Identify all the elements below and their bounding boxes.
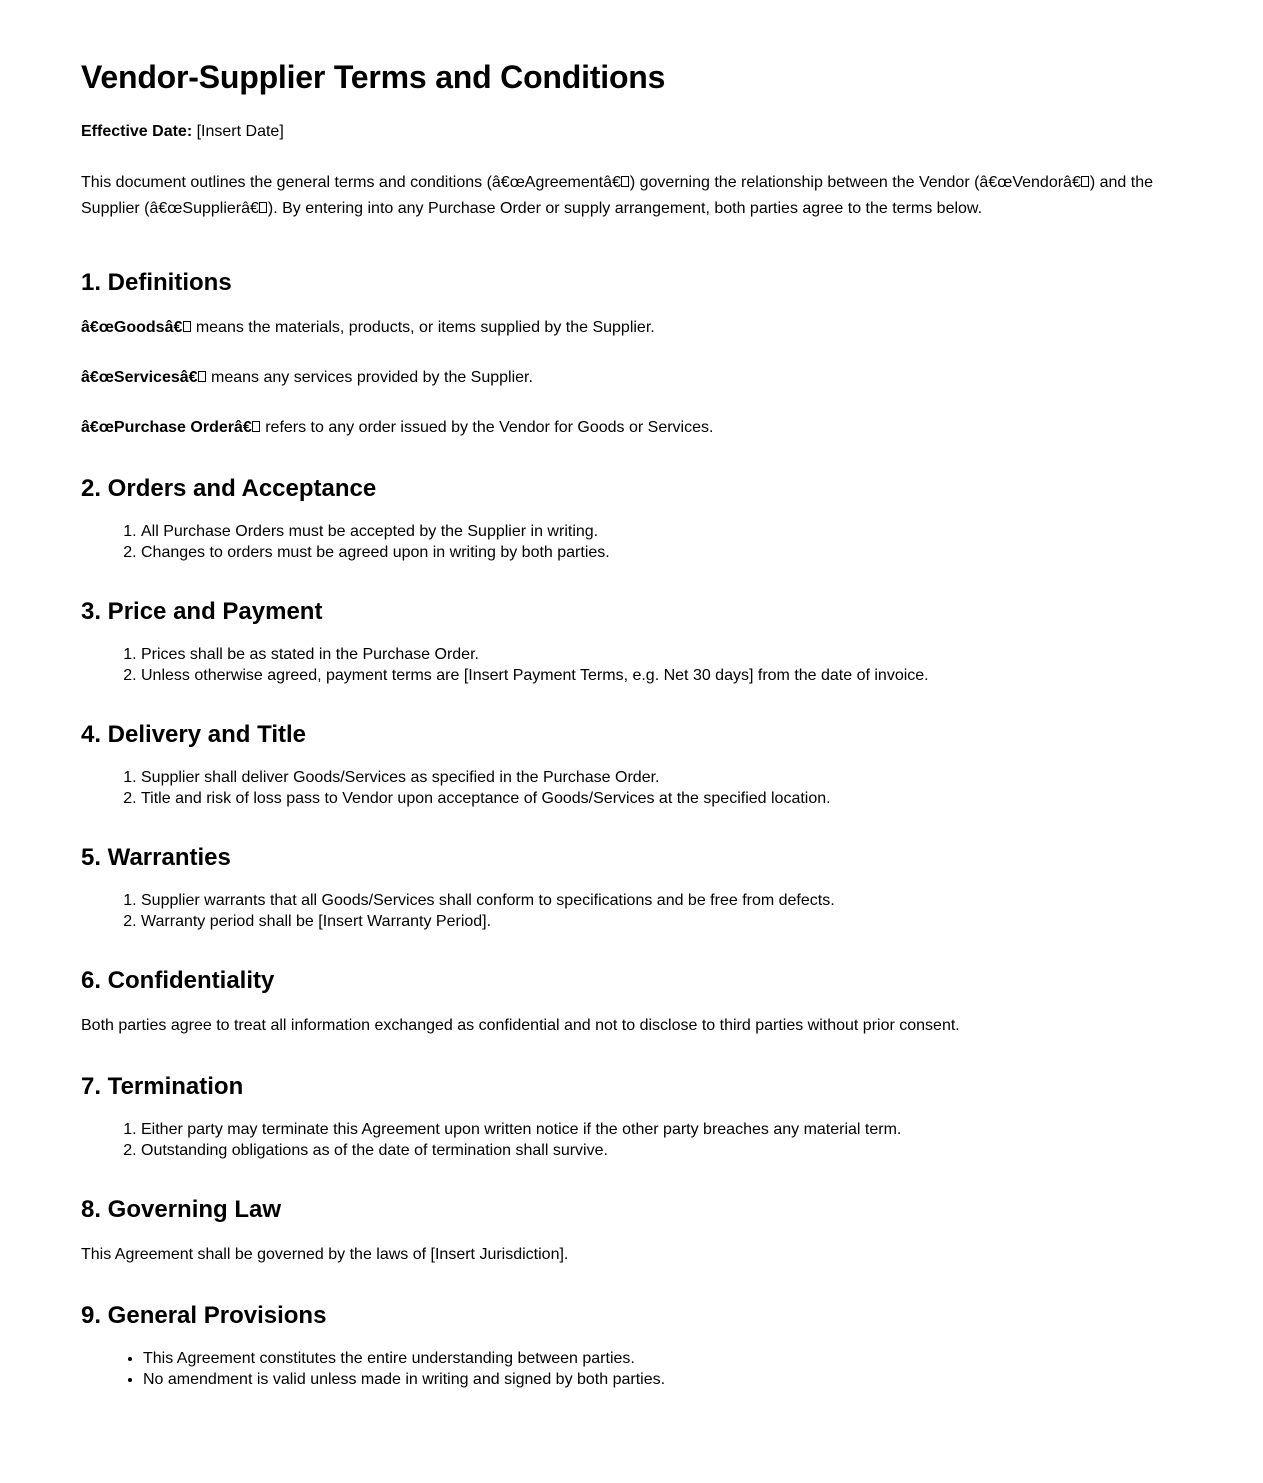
section-governing-law [81, 1195, 1191, 1267]
section-heading-warranties: 5. Warranties [81, 844, 231, 872]
section-warranties [81, 843, 1191, 932]
mojibake-open-glyph: â€œ [979, 174, 1013, 192]
mojibake-open-glyph: â€œ [81, 369, 114, 387]
list-item: • This Agreement constitutes the entire understanding between parties. [143, 1349, 1191, 1370]
mojibake-open-glyph: â€œ [81, 419, 114, 437]
section-heading-definitions: 1. Definitions [81, 269, 232, 297]
list-termination [81, 1120, 1191, 1161]
section-heading-orders-and-acceptance: 2. Orders and Acceptance [81, 475, 377, 503]
list-item: 1. All Purchase Orders must be accepted by the Supplier in writing. [141, 522, 1191, 543]
mojibake-close-glyph: â€ [241, 200, 259, 218]
list-price-and-payment [81, 645, 1191, 686]
intro-text-3: ) and the Supplier ( [81, 174, 1153, 218]
definition-term-purchase-order: Purchase Order [113, 419, 234, 437]
definition-text-goods: means the materials, products, or items supplied by the Supplier. [191, 319, 655, 337]
intro-text-4: ). By entering into any Purchase Order or supply arrangement, both parties agree to the terms below. [267, 200, 983, 218]
notdef-box-icon [621, 176, 629, 187]
section-delivery-and-title [81, 720, 1191, 809]
mojibake-quote-open-services [81, 369, 114, 386]
definition-term-goods: Goods [113, 319, 165, 337]
mojibake-open-glyph: â€œ [81, 319, 114, 337]
intro-term-supplier: Supplier [182, 200, 242, 218]
intro-paragraph [81, 170, 1161, 222]
definition-purchase-order [81, 416, 1191, 440]
mojibake-open-glyph: â€œ [149, 200, 183, 218]
definition-term-services: Services [113, 369, 180, 387]
list-item: • No amendment is valid unless made in writing and signed by both parties. [143, 1370, 1191, 1391]
page-title: Vendor-Supplier Terms and Conditions [81, 59, 666, 95]
mojibake-close-glyph: â€ [179, 369, 198, 387]
definition-goods [81, 316, 1191, 340]
mojibake-close-glyph: â€ [233, 419, 252, 437]
list-item: 2. Changes to orders must be agreed upon in writing by both parties. [141, 543, 1191, 564]
effective-date-value: [Insert Date] [196, 123, 284, 141]
list-item: 1. Prices shall be as stated in the Purchase Order. [141, 645, 1191, 666]
list-warranties [81, 891, 1191, 932]
paragraph-confidentiality: Both parties agree to treat all information exchanged as confidential and not to disclose to third parties without prior consent. [81, 1017, 960, 1035]
mojibake-close-glyph: â€ [1063, 174, 1081, 192]
mojibake-quote-close-purchase-order [234, 419, 261, 436]
intro-term-vendor: Vendor [1012, 174, 1064, 192]
mojibake-quote-open-supplier [149, 200, 182, 217]
notdef-box-icon [198, 371, 206, 382]
mojibake-quote-close-goods [165, 319, 192, 336]
intro-term-agreement: Agreement [524, 174, 604, 192]
definition-text-purchase-order: refers to any order issued by the Vendor for Goods or Services. [260, 419, 714, 437]
mojibake-quote-close-services [180, 369, 207, 386]
section-termination [81, 1072, 1191, 1161]
definition-text-services: means any services provided by the Supplier. [206, 369, 533, 387]
section-heading-delivery-and-title: 4. Delivery and Title [81, 721, 306, 749]
section-heading-general-provisions: 9. General Provisions [81, 1302, 327, 1330]
notdef-box-icon [259, 202, 267, 213]
list-item: 1. Supplier shall deliver Goods/Services as specified in the Purchase Order. [141, 768, 1191, 789]
mojibake-open-glyph: â€œ [491, 174, 525, 192]
mojibake-quote-open-agreement [492, 174, 525, 191]
list-general-provisions [81, 1349, 1191, 1390]
section-definitions [81, 268, 1191, 440]
section-heading-governing-law: 8. Governing Law [81, 1196, 282, 1224]
mojibake-quote-close-agreement [603, 174, 630, 191]
notdef-box-icon [1081, 176, 1089, 187]
effective-date-line [81, 120, 1191, 144]
list-item: 1. Supplier warrants that all Goods/Services shall conform to specifications and be free from defects. [141, 891, 1191, 912]
mojibake-quote-open-purchase-order [81, 419, 114, 436]
mojibake-quote-close-supplier [241, 200, 268, 217]
section-heading-price-and-payment: 3. Price and Payment [81, 598, 323, 626]
section-confidentiality [81, 966, 1191, 1038]
section-orders-and-acceptance [81, 474, 1191, 563]
list-delivery-and-title [81, 768, 1191, 809]
list-item: 2. Outstanding obligations as of the date of termination shall survive. [141, 1141, 1191, 1162]
mojibake-quote-open-goods [81, 319, 114, 336]
intro-text-1: This document outlines the general terms and conditions ( [81, 174, 492, 192]
notdef-box-icon [252, 421, 260, 432]
section-price-and-payment [81, 597, 1191, 686]
section-general-provisions [81, 1301, 1191, 1390]
list-item: 2. Title and risk of loss pass to Vendor upon acceptance of Goods/Services at the specified location. [141, 789, 1191, 810]
intro-text-2: ) governing the relationship between the Vendor ( [629, 174, 980, 192]
definition-services [81, 366, 1191, 390]
list-item: 2. Unless otherwise agreed, payment terms are [Insert Payment Terms, e.g. Net 30 days] from the date of invoice. [141, 666, 1191, 687]
mojibake-close-glyph: â€ [603, 174, 621, 192]
section-heading-termination: 7. Termination [81, 1073, 244, 1101]
section-heading-confidentiality: 6. Confidentiality [81, 967, 275, 995]
effective-date-label: Effective Date: [81, 123, 193, 141]
mojibake-close-glyph: â€ [164, 319, 183, 337]
mojibake-quote-close-vendor [1063, 174, 1090, 191]
mojibake-quote-open-vendor [979, 174, 1012, 191]
paragraph-governing-law: This Agreement shall be governed by the laws of [Insert Jurisdiction]. [81, 1246, 569, 1264]
list-orders-and-acceptance [81, 522, 1191, 563]
list-item: 2. Warranty period shall be [Insert Warranty Period]. [141, 912, 1191, 933]
list-item: 1. Either party may terminate this Agreement upon written notice if the other party breaches any material term. [141, 1120, 1191, 1141]
notdef-box-icon [183, 321, 191, 332]
